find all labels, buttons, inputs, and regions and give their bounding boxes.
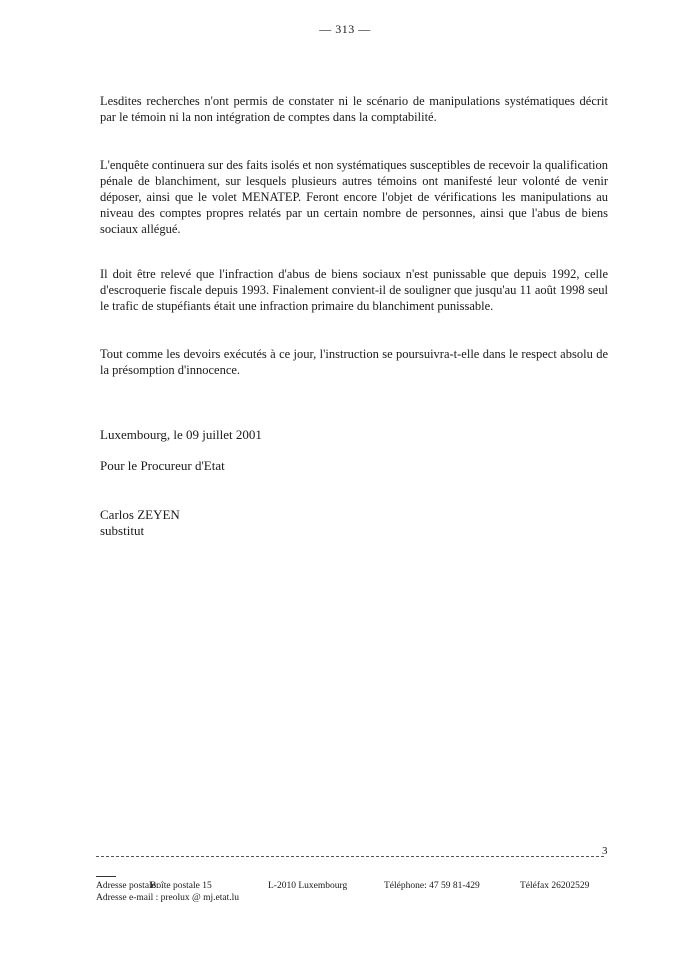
footer-divider: [96, 856, 604, 857]
footer-contact-row: [96, 880, 616, 892]
paragraph-investigation: L'enquête continuera sur des faits isolés et non systématiques susceptibles de recevoir la qualification pénale de blanchiment, sur lesquels plusieurs autres témoins ont manifesté leur volonté de venir déposer, ainsi que le volet MENATEP. Feront encore l'objet de vérifications les manipulations au niveau des comptes propres relatés par un certain nombre de personnes, ainsi que l'abus de biens sociaux allégué.: [100, 158, 608, 236]
paragraph-presumption: Tout comme les devoirs exécutés à ce jour, l'instruction se poursuivra-t-elle dans le respect absolu de la présomption d'innocence.: [100, 347, 608, 377]
page-number-top: — 313 —: [319, 22, 371, 36]
phone-number: Téléphone: 47 59 81-429: [384, 881, 480, 891]
signer-title: substitut: [100, 523, 145, 538]
email-address: Adresse e-mail : preolux @ mj.etat.lu: [96, 893, 240, 903]
fax-number: Téléfax 26202529: [520, 881, 590, 891]
paragraph-findings: Lesdites recherches n'ont permis de constater ni le scénario de manipulations systématiques décrit par le témoin ni la non intégration de comptes dans la comptabilité.: [100, 94, 608, 124]
on-behalf-line: Pour le Procureur d'Etat: [100, 458, 225, 473]
footer-short-divider: [96, 876, 116, 877]
postal-label: Adresse postale:: [96, 881, 159, 891]
page-number-bottom: 3: [602, 845, 608, 857]
postal-box: Boîte postale 15: [150, 881, 212, 891]
postal-city: L-2010 Luxembourg: [268, 881, 348, 891]
paragraph-legal-dates: Il doit être relevé que l'infraction d'abus de biens sociaux n'est punissable que depuis 1992, celle d'escroquerie fiscale depuis 1993. Finalement convient-il de souligner que jusqu'au 11 août 1998 seul le trafic de stupéfiants était une infraction primaire du blanchiment punissable.: [100, 267, 608, 313]
place-date: Luxembourg, le 09 juillet 2001: [100, 427, 262, 442]
signer-name: Carlos ZEYEN: [100, 507, 180, 522]
